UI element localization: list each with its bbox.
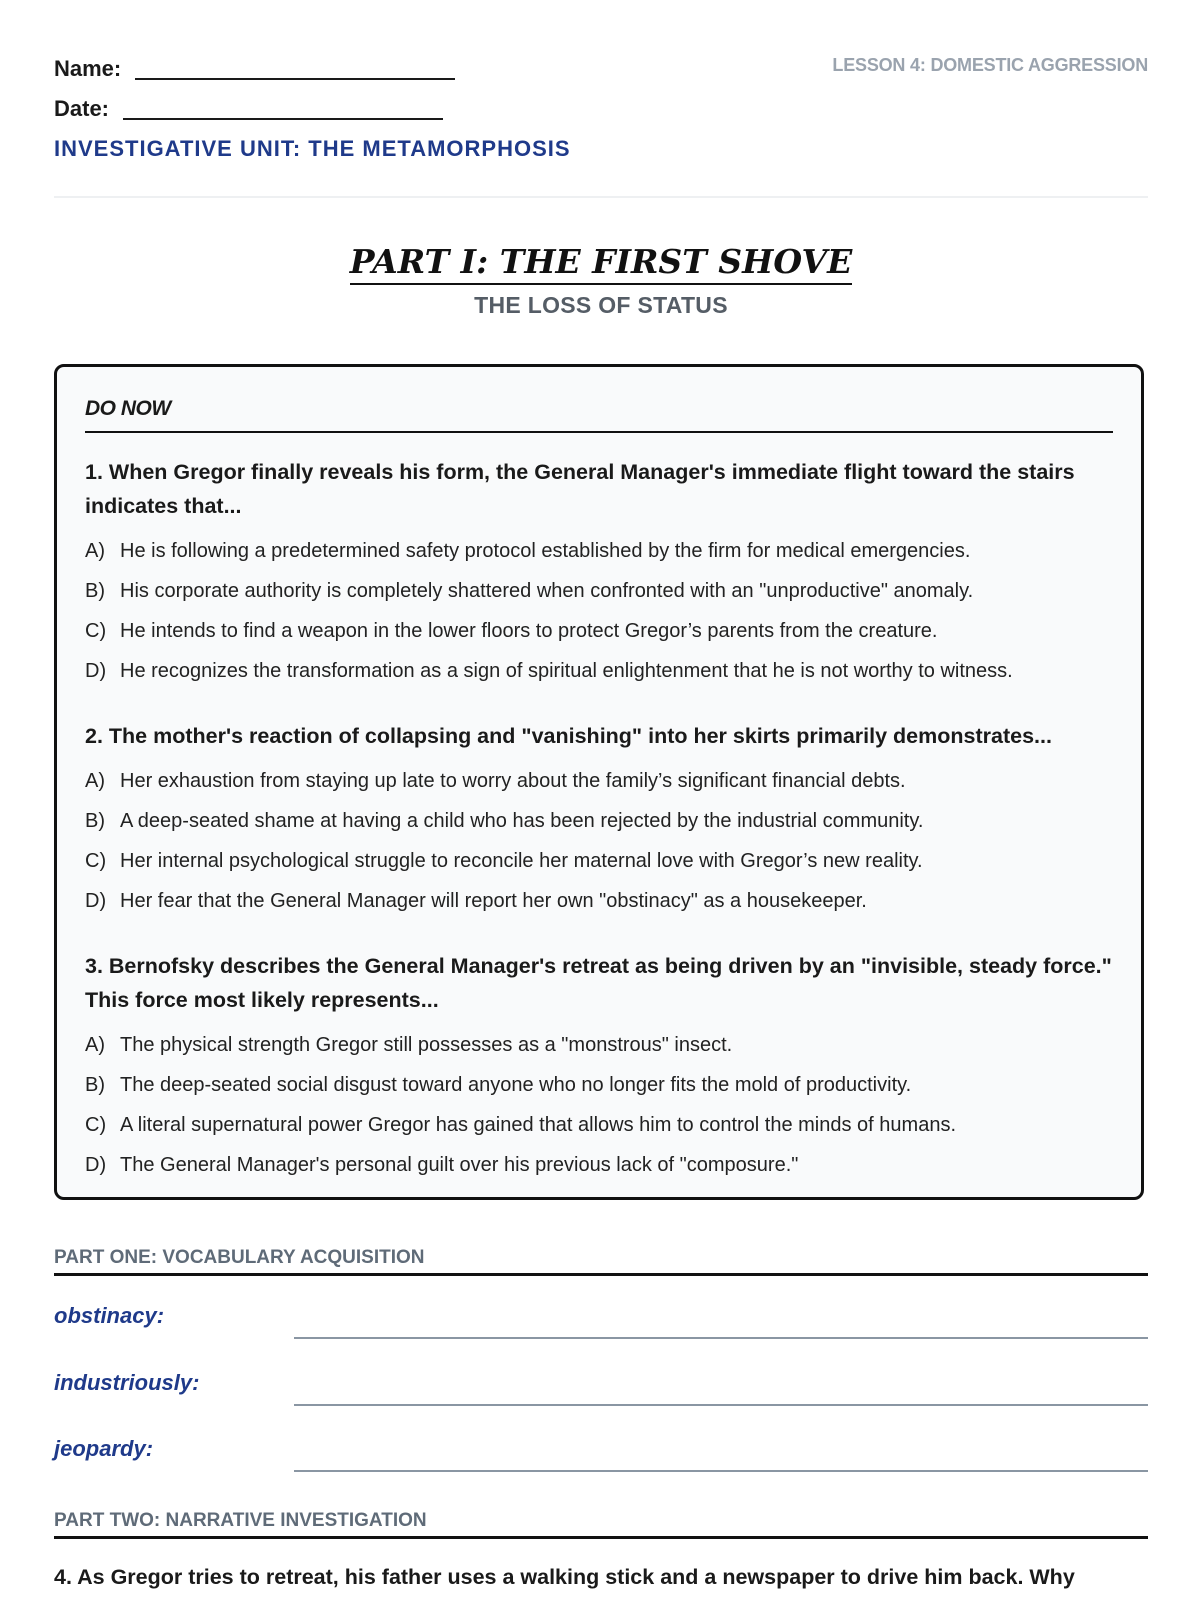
vocab-row (54, 1436, 1148, 1476)
option-letter: A) (85, 1034, 105, 1056)
lesson-tag: LESSON 4: DOMESTIC AGGRESSION (832, 55, 1148, 75)
vocabulary-section-title: PART ONE: VOCABULARY ACQUISITION (54, 1247, 1148, 1276)
option-letter: B) (85, 580, 105, 602)
answer-option[interactable] (85, 1065, 1113, 1105)
option-text: He intends to find a weapon in the lower floors to protect Gregor’s parents from the creature. (120, 620, 938, 642)
date-label: Date: (54, 96, 110, 121)
do-now-box (54, 364, 1144, 1200)
option-letter: B) (85, 1074, 105, 1096)
option-letter: D) (85, 890, 107, 912)
answer-option[interactable] (85, 841, 1113, 881)
question-4-prompt: 4. As Gregor tries to retreat, his father uses a walking stick and a newspaper to drive him back. Why (54, 1565, 1075, 1589)
question-3 (85, 949, 1113, 1185)
question-prompt: 2. The mother's reaction of collapsing and "vanishing" into her skirts primarily demonstrates... (85, 724, 1052, 748)
name-field[interactable] (135, 78, 455, 80)
answer-option[interactable] (85, 1025, 1113, 1065)
answer-option[interactable] (85, 881, 1113, 921)
name-field-row (54, 56, 455, 82)
part-subtitle: THE LOSS OF STATUS (474, 292, 728, 318)
option-text: Her internal psychological struggle to reconcile her maternal love with Gregor’s new reality. (120, 850, 923, 872)
answer-option[interactable] (85, 1145, 1113, 1185)
answer-option[interactable] (85, 651, 1113, 691)
answer-option[interactable] (85, 1105, 1113, 1145)
answer-option[interactable] (85, 571, 1113, 611)
do-now-heading: DO NOW (85, 397, 1113, 433)
option-letter: A) (85, 770, 105, 792)
question-2 (85, 719, 1113, 921)
answer-option[interactable] (85, 531, 1113, 571)
date-field-row (54, 96, 443, 122)
answer-option[interactable] (85, 611, 1113, 651)
vocab-answer-line[interactable] (294, 1404, 1148, 1406)
worksheet-header (54, 0, 1148, 198)
option-text: The physical strength Gregor still possesses as a "monstrous" insect. (120, 1034, 733, 1056)
question-1 (85, 455, 1113, 691)
option-text: A deep-seated shame at having a child who has been rejected by the industrial community. (120, 810, 924, 832)
option-text: The General Manager's personal guilt over his previous lack of "composure." (120, 1154, 799, 1176)
option-text: He recognizes the transformation as a sign of spiritual enlightenment that he is not worthy to witness. (120, 660, 1013, 682)
option-letter: C) (85, 620, 107, 642)
option-letter: C) (85, 1114, 107, 1136)
answer-option[interactable] (85, 801, 1113, 841)
option-text: Her exhaustion from staying up late to worry about the family’s significant financial debts. (120, 770, 906, 792)
part-title (54, 242, 1148, 281)
vocab-word: obstinacy: (54, 1303, 165, 1328)
question-prompt: 1. When Gregor finally reveals his form, the General Manager's immediate flight toward the stairs indicates that... (85, 460, 1075, 518)
answer-option[interactable] (85, 761, 1113, 801)
vocab-word: jeopardy: (54, 1436, 154, 1461)
option-text: Her fear that the General Manager will report her own "obstinacy" as a housekeeper. (120, 890, 867, 912)
option-text: A literal supernatural power Gregor has gained that allows him to control the minds of humans. (120, 1114, 956, 1136)
question-prompt: 3. Bernofsky describes the General Manager's retreat as being driven by an "invisible, steady force." This force most likely represents... (85, 954, 1112, 1012)
option-text: He is following a predetermined safety protocol established by the firm for medical emergencies. (120, 540, 971, 562)
part-title-text: PART I: THE FIRST SHOVE (350, 242, 853, 285)
vocab-row (54, 1370, 1148, 1410)
vocab-answer-line[interactable] (294, 1470, 1148, 1472)
option-letter: C) (85, 850, 107, 872)
unit-title: INVESTIGATIVE UNIT: THE METAMORPHOSIS (54, 136, 571, 161)
vocab-answer-line[interactable] (294, 1337, 1148, 1339)
option-letter: A) (85, 540, 105, 562)
option-text: The deep-seated social disgust toward anyone who no longer fits the mold of productivity. (120, 1074, 912, 1096)
name-label: Name: (54, 56, 122, 81)
date-field[interactable] (123, 118, 443, 120)
narrative-section-title: PART TWO: NARRATIVE INVESTIGATION (54, 1510, 1148, 1539)
option-letter: D) (85, 1154, 107, 1176)
option-text: His corporate authority is completely shattered when confronted with an "unproductive" anomaly. (120, 580, 974, 602)
vocab-row (54, 1303, 1148, 1343)
vocab-word: industriously: (54, 1370, 200, 1395)
worksheet-page (54, 0, 1148, 1589)
option-letter: B) (85, 810, 105, 832)
option-letter: D) (85, 660, 107, 682)
